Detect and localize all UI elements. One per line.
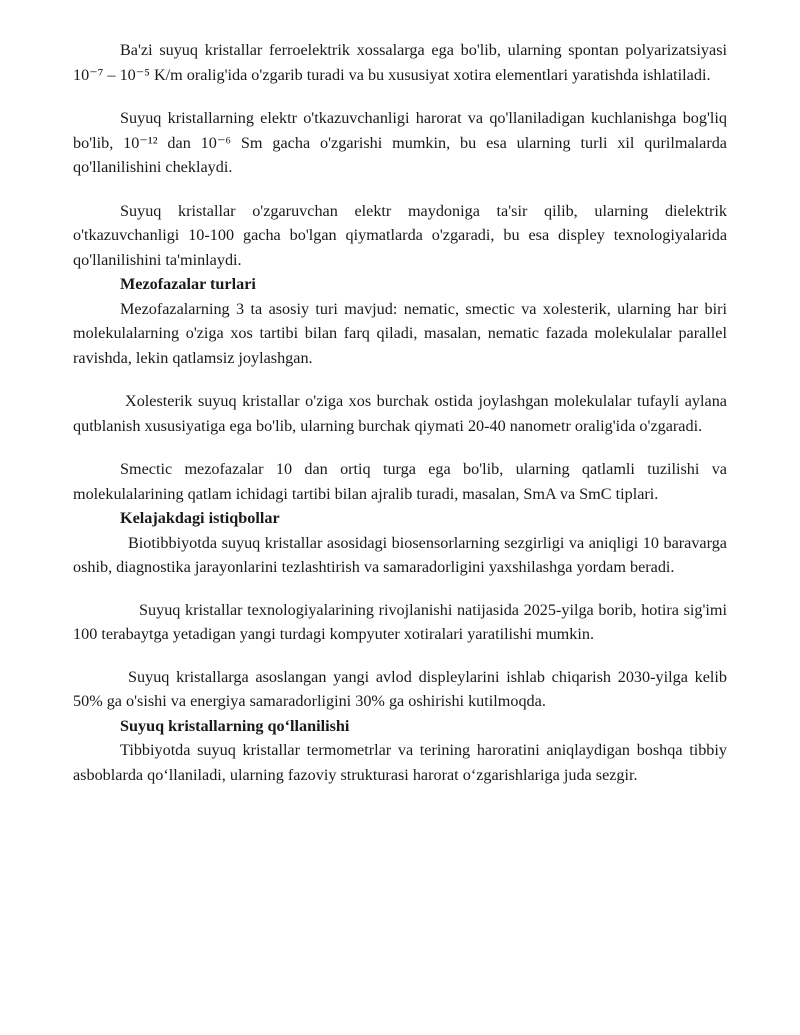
paragraph-displays: Suyuq kristallarga asoslangan yangi avlod displeylarini ishlab chiqarish 2030-yilga kelib 50% ga o'sishi va energiya samaradorligini 30% ga oshirishi kutilmoqda. <box>73 667 727 710</box>
paragraph-ferroelectric: Ba'zi suyuq kristallar ferroelektrik xossalarga ega bo'lib, ularning spontan polyarizatsiyasi 10⁻⁷ – 10⁻⁵ K/m oralig'ida o'zgarib turadi va bu xususiyat xotira elementlari yaratishda ishlatiladi. <box>73 41 727 84</box>
paragraph-conductivity: Suyuq kristallarning elektr o'tkazuvchanligi harorat va qo'llaniladigan kuchlanishga bog'liq bo'lib, 10⁻¹² dan 10⁻⁶ Sm gacha o'zgarishi mumkin, bu esa ularning turli xil qurilmalarda qo'llanilishini cheklaydi. <box>73 109 727 176</box>
paragraph-dielectric: Suyuq kristallar o'zgaruvchan elektr maydoniga ta'sir qilib, ularning dielektrik o'tkazuvchanligi 10-100 gacha bo'lgan qiymatlarda o'zgaradi, bu esa displey texnologiyalarida qo'llanilishini ta'minlaydi. <box>73 201 727 269</box>
paragraph-cholesteric: Xolesterik suyuq kristallar o'ziga xos burchak ostida joylashgan molekulalar tufayli aylana qutblanish xususiyatiga ega bo'lib, ularning burchak qiymati 20-40 nanometr oralig'ida o'zgaradi. <box>73 392 727 435</box>
document-page <box>73 38 727 787</box>
paragraph-mesophase-kinds: Mezofazalarning 3 ta asosiy turi mavjud: nematic, smectic va xolesterik, ularning har biri molekulalarning o'ziga xos tartibi bilan farq qiladi, masalan, nematic fazada molekulalar parallel ravishda, lekin qatlamsiz joylashgan. <box>73 299 727 367</box>
heading-applications: Suyuq kristallarning qo‘llanilishi <box>120 716 350 735</box>
paragraph-biosensors: Biotibbiyotda suyuq kristallar asosidagi biosensorlarning sezgirligi va aniqligi 10 baravarga oshib, diagnostika jarayonlarini tezlashtirish va samaradorligini yaxshilashga yordam beradi. <box>73 533 727 576</box>
heading-mesophase-types: Mezofazalar turlari <box>120 275 256 293</box>
paragraph-medicine: Tibbiyotda suyuq kristallar termometrlar va terining haroratini aniqlaydigan boshqa tibbiy asboblarda qo‘llaniladi, ularning fazoviy strukturasi harorat o‘zgarishlariga juda sezgir. <box>73 741 727 784</box>
paragraph-smectic: Smectic mezofazalar 10 dan ortiq turga ega bo'lib, ularning qatlamli tuzilishi va molekulalarining qatlam ichidagi tartibi bilan ajralib turadi, masalan, SmA va SmC tiplari. <box>73 460 727 503</box>
heading-future-prospects: Kelajakdagi istiqbollar <box>120 509 280 527</box>
paragraph-memory: Suyuq kristallar texnologiyalarining rivojlanishi natijasida 2025-yilga borib, hotira sig'imi 100 terabaytga yetadigan yangi turdagi kompyuter xotiralari yaratilishi mumkin. <box>73 600 727 643</box>
